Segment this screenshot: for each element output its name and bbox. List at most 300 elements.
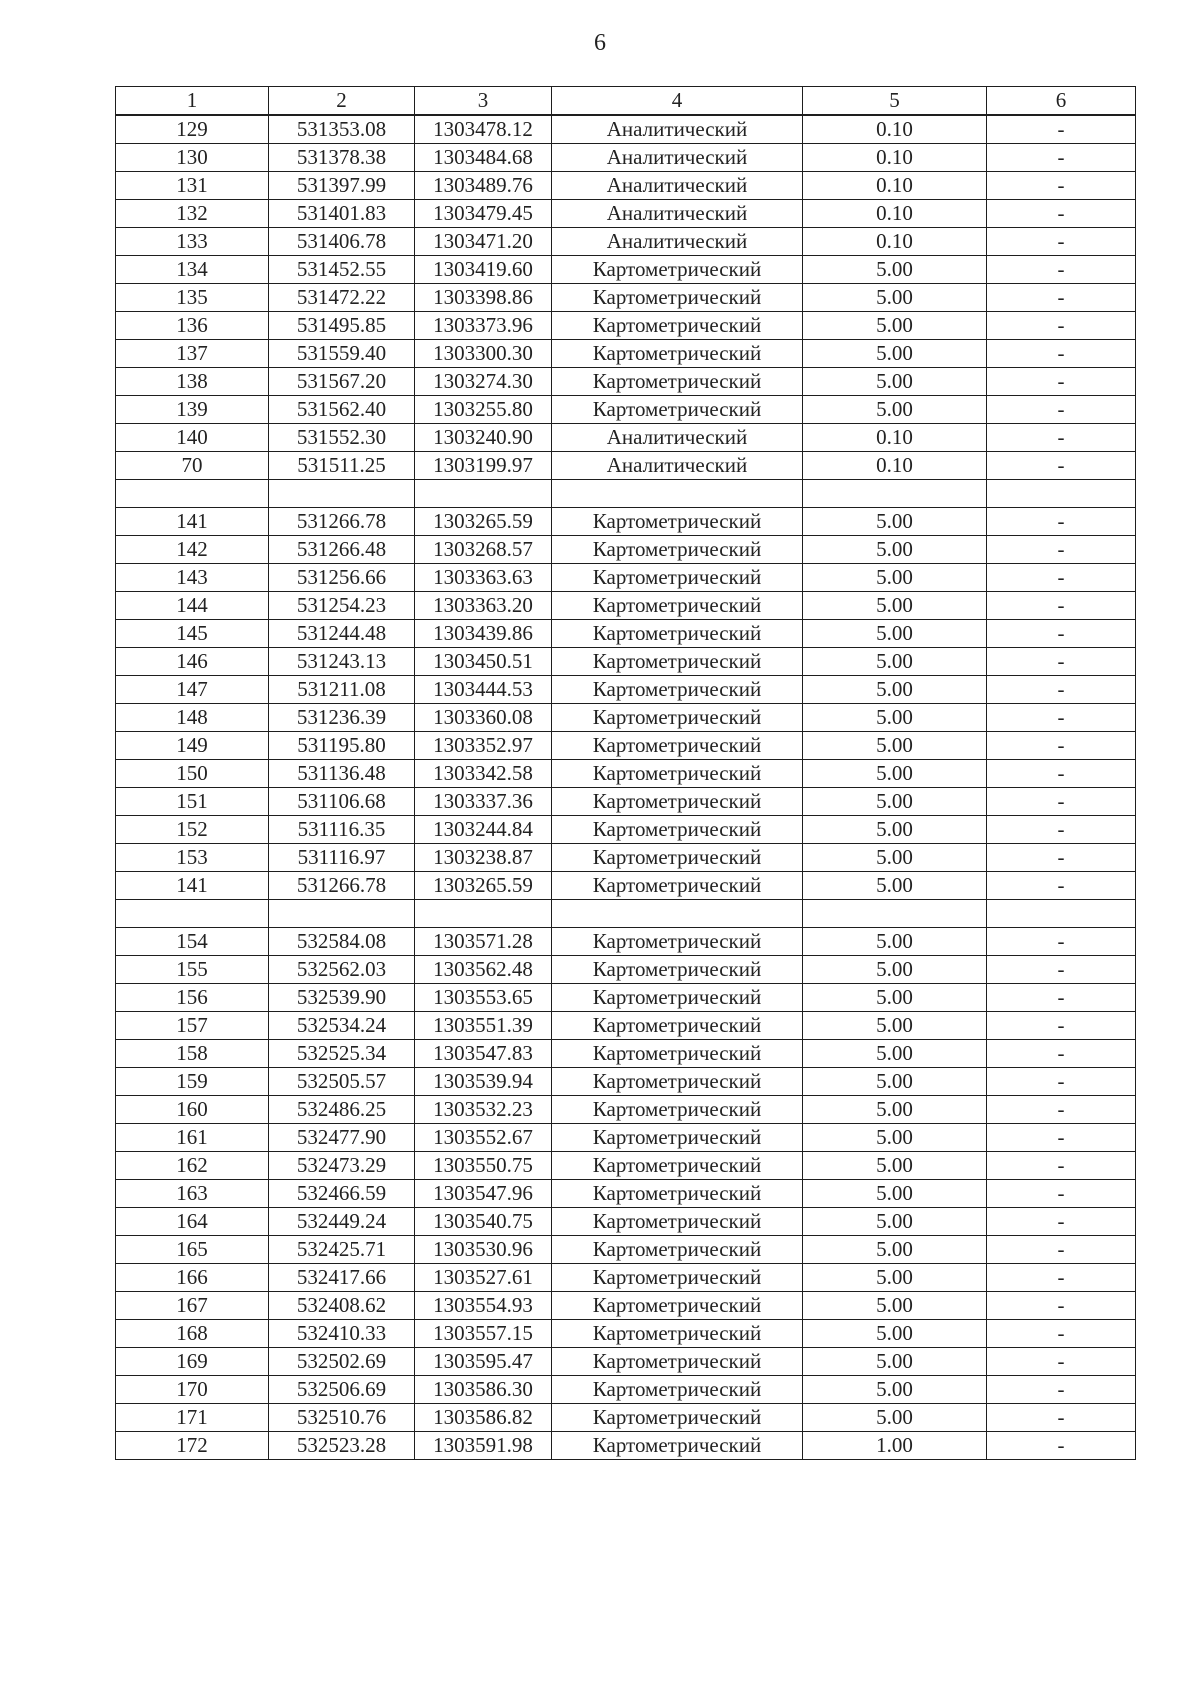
point-number-cell: 70 bbox=[116, 452, 269, 480]
table-row bbox=[116, 928, 1136, 956]
table-row bbox=[116, 1068, 1136, 1096]
y-coordinate-cell bbox=[415, 480, 552, 508]
accuracy-cell: 5.00 bbox=[803, 956, 987, 984]
table-row bbox=[116, 256, 1136, 284]
table-row bbox=[116, 788, 1136, 816]
method-cell: Картометрический bbox=[552, 1124, 803, 1152]
point-number-cell: 135 bbox=[116, 284, 269, 312]
table-row bbox=[116, 228, 1136, 256]
x-coordinate-cell: 532417.66 bbox=[269, 1264, 415, 1292]
y-coordinate-cell: 1303337.36 bbox=[415, 788, 552, 816]
table-row bbox=[116, 340, 1136, 368]
table-row bbox=[116, 1376, 1136, 1404]
y-coordinate-cell: 1303571.28 bbox=[415, 928, 552, 956]
method-cell: Аналитический bbox=[552, 172, 803, 200]
description-cell: - bbox=[987, 115, 1136, 144]
table-row bbox=[116, 312, 1136, 340]
y-coordinate-cell: 1303398.86 bbox=[415, 284, 552, 312]
column-header-5: 5 bbox=[803, 87, 987, 116]
description-cell: - bbox=[987, 592, 1136, 620]
accuracy-cell bbox=[803, 480, 987, 508]
y-coordinate-cell: 1303547.83 bbox=[415, 1040, 552, 1068]
x-coordinate-cell: 531116.97 bbox=[269, 844, 415, 872]
x-coordinate-cell: 531378.38 bbox=[269, 144, 415, 172]
point-number-cell: 141 bbox=[116, 508, 269, 536]
table-row bbox=[116, 956, 1136, 984]
method-cell: Аналитический bbox=[552, 115, 803, 144]
description-cell: - bbox=[987, 1040, 1136, 1068]
point-number-cell: 162 bbox=[116, 1152, 269, 1180]
point-number-cell: 153 bbox=[116, 844, 269, 872]
accuracy-cell: 0.10 bbox=[803, 200, 987, 228]
y-coordinate-cell: 1303363.20 bbox=[415, 592, 552, 620]
description-cell: - bbox=[987, 564, 1136, 592]
description-cell: - bbox=[987, 648, 1136, 676]
table-row bbox=[116, 284, 1136, 312]
table-row bbox=[116, 144, 1136, 172]
description-cell: - bbox=[987, 1152, 1136, 1180]
x-coordinate-cell: 531562.40 bbox=[269, 396, 415, 424]
x-coordinate-cell: 531236.39 bbox=[269, 704, 415, 732]
x-coordinate-cell: 531511.25 bbox=[269, 452, 415, 480]
x-coordinate-cell: 531567.20 bbox=[269, 368, 415, 396]
accuracy-cell: 0.10 bbox=[803, 424, 987, 452]
table-row bbox=[116, 732, 1136, 760]
description-cell: - bbox=[987, 284, 1136, 312]
table-row bbox=[116, 115, 1136, 144]
y-coordinate-cell: 1303255.80 bbox=[415, 396, 552, 424]
x-coordinate-cell: 532525.34 bbox=[269, 1040, 415, 1068]
method-cell: Картометрический bbox=[552, 312, 803, 340]
accuracy-cell: 5.00 bbox=[803, 312, 987, 340]
method-cell: Аналитический bbox=[552, 144, 803, 172]
table-row bbox=[116, 1124, 1136, 1152]
point-number-cell: 147 bbox=[116, 676, 269, 704]
method-cell: Аналитический bbox=[552, 200, 803, 228]
description-cell: - bbox=[987, 704, 1136, 732]
table-row bbox=[116, 760, 1136, 788]
y-coordinate-cell: 1303439.86 bbox=[415, 620, 552, 648]
x-coordinate-cell: 531256.66 bbox=[269, 564, 415, 592]
accuracy-cell: 5.00 bbox=[803, 732, 987, 760]
description-cell: - bbox=[987, 1236, 1136, 1264]
method-cell: Картометрический bbox=[552, 1040, 803, 1068]
description-cell: - bbox=[987, 760, 1136, 788]
point-number-cell: 159 bbox=[116, 1068, 269, 1096]
point-number-cell: 151 bbox=[116, 788, 269, 816]
y-coordinate-cell: 1303552.67 bbox=[415, 1124, 552, 1152]
point-number-cell: 156 bbox=[116, 984, 269, 1012]
x-coordinate-cell: 531559.40 bbox=[269, 340, 415, 368]
accuracy-cell: 5.00 bbox=[803, 1208, 987, 1236]
method-cell: Картометрический bbox=[552, 1348, 803, 1376]
table-row bbox=[116, 1292, 1136, 1320]
description-cell bbox=[987, 480, 1136, 508]
point-number-cell: 136 bbox=[116, 312, 269, 340]
accuracy-cell: 5.00 bbox=[803, 256, 987, 284]
description-cell: - bbox=[987, 1292, 1136, 1320]
accuracy-cell: 5.00 bbox=[803, 1096, 987, 1124]
method-cell: Картометрический bbox=[552, 1012, 803, 1040]
accuracy-cell: 5.00 bbox=[803, 788, 987, 816]
y-coordinate-cell: 1303300.30 bbox=[415, 340, 552, 368]
table-row bbox=[116, 508, 1136, 536]
accuracy-cell: 5.00 bbox=[803, 1068, 987, 1096]
description-cell: - bbox=[987, 200, 1136, 228]
y-coordinate-cell: 1303484.68 bbox=[415, 144, 552, 172]
description-cell: - bbox=[987, 1096, 1136, 1124]
point-number-cell: 145 bbox=[116, 620, 269, 648]
coordinates-table bbox=[115, 86, 1136, 1460]
method-cell: Картометрический bbox=[552, 1264, 803, 1292]
point-number-cell: 144 bbox=[116, 592, 269, 620]
y-coordinate-cell: 1303489.76 bbox=[415, 172, 552, 200]
accuracy-cell: 5.00 bbox=[803, 536, 987, 564]
table-row bbox=[116, 984, 1136, 1012]
point-number-cell: 134 bbox=[116, 256, 269, 284]
method-cell: Картометрический bbox=[552, 1432, 803, 1460]
method-cell: Картометрический bbox=[552, 872, 803, 900]
method-cell bbox=[552, 900, 803, 928]
description-cell: - bbox=[987, 732, 1136, 760]
description-cell: - bbox=[987, 256, 1136, 284]
x-coordinate-cell: 531243.13 bbox=[269, 648, 415, 676]
method-cell: Картометрический bbox=[552, 396, 803, 424]
point-number-cell: 168 bbox=[116, 1320, 269, 1348]
accuracy-cell: 5.00 bbox=[803, 1348, 987, 1376]
point-number-cell: 165 bbox=[116, 1236, 269, 1264]
point-number-cell: 132 bbox=[116, 200, 269, 228]
table-row bbox=[116, 172, 1136, 200]
x-coordinate-cell: 532510.76 bbox=[269, 1404, 415, 1432]
y-coordinate-cell bbox=[415, 900, 552, 928]
y-coordinate-cell: 1303539.94 bbox=[415, 1068, 552, 1096]
method-cell: Картометрический bbox=[552, 592, 803, 620]
x-coordinate-cell: 531495.85 bbox=[269, 312, 415, 340]
description-cell: - bbox=[987, 1348, 1136, 1376]
accuracy-cell: 5.00 bbox=[803, 620, 987, 648]
accuracy-cell: 0.10 bbox=[803, 172, 987, 200]
point-number-cell: 137 bbox=[116, 340, 269, 368]
point-number-cell: 157 bbox=[116, 1012, 269, 1040]
method-cell: Картометрический bbox=[552, 1292, 803, 1320]
method-cell: Картометрический bbox=[552, 564, 803, 592]
description-cell: - bbox=[987, 984, 1136, 1012]
x-coordinate-cell: 531136.48 bbox=[269, 760, 415, 788]
accuracy-cell: 5.00 bbox=[803, 704, 987, 732]
x-coordinate-cell: 532410.33 bbox=[269, 1320, 415, 1348]
x-coordinate-cell: 531406.78 bbox=[269, 228, 415, 256]
method-cell: Картометрический bbox=[552, 536, 803, 564]
point-number-cell: 146 bbox=[116, 648, 269, 676]
accuracy-cell: 0.10 bbox=[803, 228, 987, 256]
point-number-cell: 143 bbox=[116, 564, 269, 592]
table-row bbox=[116, 1320, 1136, 1348]
accuracy-cell: 5.00 bbox=[803, 340, 987, 368]
y-coordinate-cell: 1303530.96 bbox=[415, 1236, 552, 1264]
y-coordinate-cell: 1303265.59 bbox=[415, 872, 552, 900]
y-coordinate-cell: 1303586.82 bbox=[415, 1404, 552, 1432]
method-cell: Картометрический bbox=[552, 816, 803, 844]
accuracy-cell: 5.00 bbox=[803, 1040, 987, 1068]
table-row bbox=[116, 1348, 1136, 1376]
method-cell: Картометрический bbox=[552, 1096, 803, 1124]
y-coordinate-cell: 1303540.75 bbox=[415, 1208, 552, 1236]
description-cell: - bbox=[987, 1208, 1136, 1236]
method-cell: Картометрический bbox=[552, 256, 803, 284]
y-coordinate-cell: 1303553.65 bbox=[415, 984, 552, 1012]
x-coordinate-cell: 531266.78 bbox=[269, 872, 415, 900]
accuracy-cell: 5.00 bbox=[803, 1236, 987, 1264]
point-number-cell: 131 bbox=[116, 172, 269, 200]
y-coordinate-cell: 1303373.96 bbox=[415, 312, 552, 340]
method-cell: Картометрический bbox=[552, 368, 803, 396]
description-cell: - bbox=[987, 788, 1136, 816]
method-cell: Картометрический bbox=[552, 1180, 803, 1208]
description-cell: - bbox=[987, 312, 1136, 340]
x-coordinate-cell: 532408.62 bbox=[269, 1292, 415, 1320]
point-number-cell: 161 bbox=[116, 1124, 269, 1152]
x-coordinate-cell: 532449.24 bbox=[269, 1208, 415, 1236]
page-number: 6 bbox=[594, 30, 606, 56]
description-cell: - bbox=[987, 1012, 1136, 1040]
accuracy-cell: 5.00 bbox=[803, 648, 987, 676]
x-coordinate-cell: 532473.29 bbox=[269, 1152, 415, 1180]
method-cell bbox=[552, 480, 803, 508]
table-header-row bbox=[116, 87, 1136, 116]
table-row bbox=[116, 620, 1136, 648]
column-header-6: 6 bbox=[987, 87, 1136, 116]
point-number-cell: 139 bbox=[116, 396, 269, 424]
point-number-cell: 141 bbox=[116, 872, 269, 900]
y-coordinate-cell: 1303554.93 bbox=[415, 1292, 552, 1320]
table-row bbox=[116, 648, 1136, 676]
description-cell: - bbox=[987, 928, 1136, 956]
table-row bbox=[116, 1236, 1136, 1264]
point-number-cell: 166 bbox=[116, 1264, 269, 1292]
y-coordinate-cell: 1303595.47 bbox=[415, 1348, 552, 1376]
y-coordinate-cell: 1303274.30 bbox=[415, 368, 552, 396]
description-cell: - bbox=[987, 340, 1136, 368]
description-cell: - bbox=[987, 172, 1136, 200]
accuracy-cell: 0.10 bbox=[803, 144, 987, 172]
method-cell: Картометрический bbox=[552, 676, 803, 704]
table-row bbox=[116, 1040, 1136, 1068]
accuracy-cell: 5.00 bbox=[803, 1320, 987, 1348]
table-row bbox=[116, 480, 1136, 508]
table-row bbox=[116, 1432, 1136, 1460]
accuracy-cell: 5.00 bbox=[803, 928, 987, 956]
table-row bbox=[116, 1208, 1136, 1236]
y-coordinate-cell: 1303532.23 bbox=[415, 1096, 552, 1124]
method-cell: Картометрический bbox=[552, 1376, 803, 1404]
description-cell: - bbox=[987, 1180, 1136, 1208]
accuracy-cell: 5.00 bbox=[803, 284, 987, 312]
method-cell: Картометрический bbox=[552, 648, 803, 676]
method-cell: Картометрический bbox=[552, 788, 803, 816]
accuracy-cell: 5.00 bbox=[803, 1264, 987, 1292]
accuracy-cell: 5.00 bbox=[803, 676, 987, 704]
point-number-cell: 167 bbox=[116, 1292, 269, 1320]
x-coordinate-cell: 532506.69 bbox=[269, 1376, 415, 1404]
description-cell: - bbox=[987, 144, 1136, 172]
x-coordinate-cell: 531254.23 bbox=[269, 592, 415, 620]
accuracy-cell: 5.00 bbox=[803, 368, 987, 396]
description-cell: - bbox=[987, 1432, 1136, 1460]
point-number-cell: 149 bbox=[116, 732, 269, 760]
accuracy-cell: 5.00 bbox=[803, 564, 987, 592]
y-coordinate-cell: 1303238.87 bbox=[415, 844, 552, 872]
table-row bbox=[116, 452, 1136, 480]
point-number-cell: 130 bbox=[116, 144, 269, 172]
table-row bbox=[116, 1264, 1136, 1292]
accuracy-cell: 5.00 bbox=[803, 760, 987, 788]
y-coordinate-cell: 1303471.20 bbox=[415, 228, 552, 256]
x-coordinate-cell: 531266.78 bbox=[269, 508, 415, 536]
method-cell: Картометрический bbox=[552, 732, 803, 760]
method-cell: Картометрический bbox=[552, 1236, 803, 1264]
accuracy-cell: 5.00 bbox=[803, 844, 987, 872]
method-cell: Картометрический bbox=[552, 1320, 803, 1348]
column-header-1: 1 bbox=[116, 87, 269, 116]
y-coordinate-cell: 1303199.97 bbox=[415, 452, 552, 480]
method-cell: Картометрический bbox=[552, 704, 803, 732]
table-row bbox=[116, 1096, 1136, 1124]
method-cell: Картометрический bbox=[552, 620, 803, 648]
table-row bbox=[116, 200, 1136, 228]
accuracy-cell: 5.00 bbox=[803, 1152, 987, 1180]
description-cell: - bbox=[987, 1068, 1136, 1096]
y-coordinate-cell: 1303557.15 bbox=[415, 1320, 552, 1348]
x-coordinate-cell bbox=[269, 480, 415, 508]
table-row bbox=[116, 424, 1136, 452]
point-number-cell: 158 bbox=[116, 1040, 269, 1068]
point-number-cell: 138 bbox=[116, 368, 269, 396]
y-coordinate-cell: 1303479.45 bbox=[415, 200, 552, 228]
accuracy-cell: 5.00 bbox=[803, 1292, 987, 1320]
description-cell: - bbox=[987, 1404, 1136, 1432]
accuracy-cell bbox=[803, 900, 987, 928]
table-row bbox=[116, 844, 1136, 872]
x-coordinate-cell: 532562.03 bbox=[269, 956, 415, 984]
x-coordinate-cell: 531106.68 bbox=[269, 788, 415, 816]
method-cell: Картометрический bbox=[552, 1208, 803, 1236]
x-coordinate-cell: 531452.55 bbox=[269, 256, 415, 284]
accuracy-cell: 5.00 bbox=[803, 1180, 987, 1208]
y-coordinate-cell: 1303265.59 bbox=[415, 508, 552, 536]
table-row bbox=[116, 816, 1136, 844]
x-coordinate-cell: 532477.90 bbox=[269, 1124, 415, 1152]
table-row bbox=[116, 900, 1136, 928]
point-number-cell: 154 bbox=[116, 928, 269, 956]
accuracy-cell: 5.00 bbox=[803, 1012, 987, 1040]
x-coordinate-cell: 532425.71 bbox=[269, 1236, 415, 1264]
description-cell: - bbox=[987, 620, 1136, 648]
description-cell: - bbox=[987, 452, 1136, 480]
accuracy-cell: 5.00 bbox=[803, 1124, 987, 1152]
y-coordinate-cell: 1303550.75 bbox=[415, 1152, 552, 1180]
description-cell: - bbox=[987, 872, 1136, 900]
x-coordinate-cell: 532502.69 bbox=[269, 1348, 415, 1376]
description-cell: - bbox=[987, 396, 1136, 424]
accuracy-cell: 5.00 bbox=[803, 984, 987, 1012]
accuracy-cell: 5.00 bbox=[803, 1376, 987, 1404]
x-coordinate-cell: 531266.48 bbox=[269, 536, 415, 564]
y-coordinate-cell: 1303478.12 bbox=[415, 115, 552, 144]
description-cell: - bbox=[987, 424, 1136, 452]
accuracy-cell: 0.10 bbox=[803, 452, 987, 480]
x-coordinate-cell: 531472.22 bbox=[269, 284, 415, 312]
table-row bbox=[116, 536, 1136, 564]
point-number-cell: 152 bbox=[116, 816, 269, 844]
point-number-cell: 170 bbox=[116, 1376, 269, 1404]
table-row bbox=[116, 1012, 1136, 1040]
x-coordinate-cell: 532505.57 bbox=[269, 1068, 415, 1096]
x-coordinate-cell: 532523.28 bbox=[269, 1432, 415, 1460]
y-coordinate-cell: 1303527.61 bbox=[415, 1264, 552, 1292]
x-coordinate-cell: 532539.90 bbox=[269, 984, 415, 1012]
table-row bbox=[116, 368, 1136, 396]
accuracy-cell: 5.00 bbox=[803, 872, 987, 900]
y-coordinate-cell: 1303268.57 bbox=[415, 536, 552, 564]
y-coordinate-cell: 1303352.97 bbox=[415, 732, 552, 760]
point-number-cell: 148 bbox=[116, 704, 269, 732]
table-row bbox=[116, 1152, 1136, 1180]
x-coordinate-cell: 531401.83 bbox=[269, 200, 415, 228]
x-coordinate-cell: 531116.35 bbox=[269, 816, 415, 844]
point-number-cell: 171 bbox=[116, 1404, 269, 1432]
method-cell: Картометрический bbox=[552, 760, 803, 788]
column-header-4: 4 bbox=[552, 87, 803, 116]
x-coordinate-cell: 532486.25 bbox=[269, 1096, 415, 1124]
description-cell: - bbox=[987, 844, 1136, 872]
y-coordinate-cell: 1303562.48 bbox=[415, 956, 552, 984]
method-cell: Картометрический bbox=[552, 284, 803, 312]
x-coordinate-cell: 532584.08 bbox=[269, 928, 415, 956]
accuracy-cell: 5.00 bbox=[803, 396, 987, 424]
description-cell bbox=[987, 900, 1136, 928]
x-coordinate-cell: 531211.08 bbox=[269, 676, 415, 704]
description-cell: - bbox=[987, 1320, 1136, 1348]
point-number-cell: 163 bbox=[116, 1180, 269, 1208]
point-number-cell bbox=[116, 480, 269, 508]
description-cell: - bbox=[987, 536, 1136, 564]
point-number-cell: 160 bbox=[116, 1096, 269, 1124]
point-number-cell: 140 bbox=[116, 424, 269, 452]
x-coordinate-cell: 531244.48 bbox=[269, 620, 415, 648]
x-coordinate-cell: 532534.24 bbox=[269, 1012, 415, 1040]
point-number-cell: 133 bbox=[116, 228, 269, 256]
description-cell: - bbox=[987, 676, 1136, 704]
description-cell: - bbox=[987, 956, 1136, 984]
method-cell: Аналитический bbox=[552, 424, 803, 452]
point-number-cell: 150 bbox=[116, 760, 269, 788]
y-coordinate-cell: 1303240.90 bbox=[415, 424, 552, 452]
y-coordinate-cell: 1303591.98 bbox=[415, 1432, 552, 1460]
table-row bbox=[116, 1180, 1136, 1208]
table-row bbox=[116, 564, 1136, 592]
x-coordinate-cell bbox=[269, 900, 415, 928]
y-coordinate-cell: 1303363.63 bbox=[415, 564, 552, 592]
description-cell: - bbox=[987, 1264, 1136, 1292]
description-cell: - bbox=[987, 368, 1136, 396]
x-coordinate-cell: 531353.08 bbox=[269, 115, 415, 144]
x-coordinate-cell: 531195.80 bbox=[269, 732, 415, 760]
point-number-cell: 172 bbox=[116, 1432, 269, 1460]
method-cell: Аналитический bbox=[552, 452, 803, 480]
point-number-cell: 164 bbox=[116, 1208, 269, 1236]
y-coordinate-cell: 1303547.96 bbox=[415, 1180, 552, 1208]
